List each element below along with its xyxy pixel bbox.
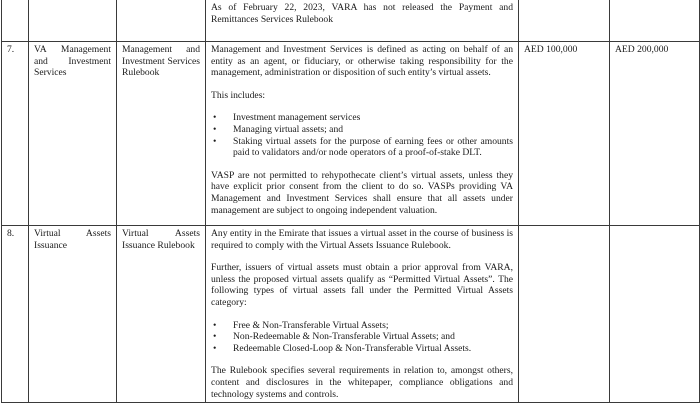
- bullet-icon: •: [213, 135, 217, 147]
- regulatory-activities-table: [1, 0, 700, 403]
- fee-cell-2: [610, 226, 700, 403]
- description-cell: [206, 226, 519, 403]
- description-cell: [206, 0, 519, 42]
- table-row: [2, 0, 700, 42]
- rulebook-cell: [117, 42, 206, 226]
- bullet-icon: •: [213, 342, 217, 354]
- description-paragraph: As of February 22, 2023, VARA has not released the Payment and Remittances Services Rulebook: [211, 2, 513, 25]
- rulebook-name: Management and Investment Services Rulebook: [122, 44, 200, 79]
- row-number-cell: [2, 42, 29, 226]
- bullet-icon: •: [213, 319, 217, 331]
- activity-cell: [29, 42, 117, 226]
- list-item: [211, 124, 513, 136]
- list-item-text: Free & Non-Transferable Virtual Assets;: [233, 319, 389, 331]
- table-row: [2, 226, 700, 403]
- fee-cell-2: [610, 42, 700, 226]
- activity-name: Virtual Assets Issuance: [34, 228, 111, 251]
- bullet-icon: •: [213, 112, 217, 124]
- fee-cell-1: [519, 226, 610, 403]
- list-item: [211, 112, 513, 124]
- description-closing: VASP are not permitted to rehypothecate client’s virtual assets, unless they have explicit prior consent from the client to do so. VASPs providing VA Management and Investment Services shall ensure that all assets under management are subject to ongoing independent valuation.: [211, 169, 513, 216]
- list-item: [211, 343, 513, 355]
- bullet-icon: •: [213, 123, 217, 135]
- activity-name: VA Management and Investment Services: [34, 44, 111, 79]
- row-number: 8.: [7, 228, 15, 239]
- bullet-list: [211, 112, 513, 158]
- description-intro: Any entity in the Emirate that issues a virtual asset in the course of business is required to comply with the Virtual Assets Issuance Rulebook.: [211, 228, 513, 251]
- bullet-list: [211, 320, 513, 355]
- list-item: [211, 331, 513, 343]
- row-number-cell: [2, 0, 29, 42]
- bullet-icon: •: [213, 331, 217, 343]
- list-item-text: Investment management services: [233, 112, 361, 124]
- description-cell: [206, 42, 519, 226]
- rulebook-cell: [117, 0, 206, 42]
- table-row: [2, 42, 700, 226]
- activity-cell: [29, 226, 117, 403]
- description-intro: Management and Investment Services is defined as acting on behalf of an entity as an agent, or fiduciary, or otherwise taking responsibility for the management, administration or disposition of such entity’s virtual assets.: [211, 44, 513, 79]
- row-number: 7.: [7, 44, 15, 55]
- list-item-text: Managing virtual assets; and: [233, 123, 344, 135]
- list-item: [211, 320, 513, 332]
- fee-value-2: AED 200,000: [615, 44, 669, 55]
- fee-cell-1: [519, 42, 610, 226]
- list-heading: Further, issuers of virtual assets must obtain a prior approval from VARA, unless the proposed virtual assets qualify as “Permitted Virtual Assets”. The following types of virtual assets fall under the Permitted Virtual Assets category:: [211, 262, 513, 308]
- rulebook-name: Virtual Assets Issuance Rulebook: [122, 228, 200, 251]
- list-heading: This includes:: [211, 89, 266, 101]
- list-item-text: Non-Redeemable & Non-Transferable Virtual Assets; and: [233, 331, 455, 343]
- list-item-text: Staking virtual assets for the purpose of earning fees or other amounts paid to validators and/or node operators of a proof-of-stake DLT.: [233, 135, 513, 159]
- fee-value-1: AED 100,000: [524, 44, 578, 55]
- list-item: [211, 136, 513, 159]
- description-closing: The Rulebook specifies several requirements in relation to, amongst others, content and disclosures in the whitepaper, compliance obligations and technology systems and controls.: [211, 365, 513, 400]
- activity-cell: [29, 0, 117, 42]
- list-item-text: Redeemable Closed-Loop & Non-Transferable Virtual Assets.: [233, 342, 472, 354]
- row-number-cell: [2, 226, 29, 403]
- rulebook-cell: [117, 226, 206, 403]
- fee-cell-1: [519, 0, 610, 42]
- fee-cell-2: [610, 0, 700, 42]
